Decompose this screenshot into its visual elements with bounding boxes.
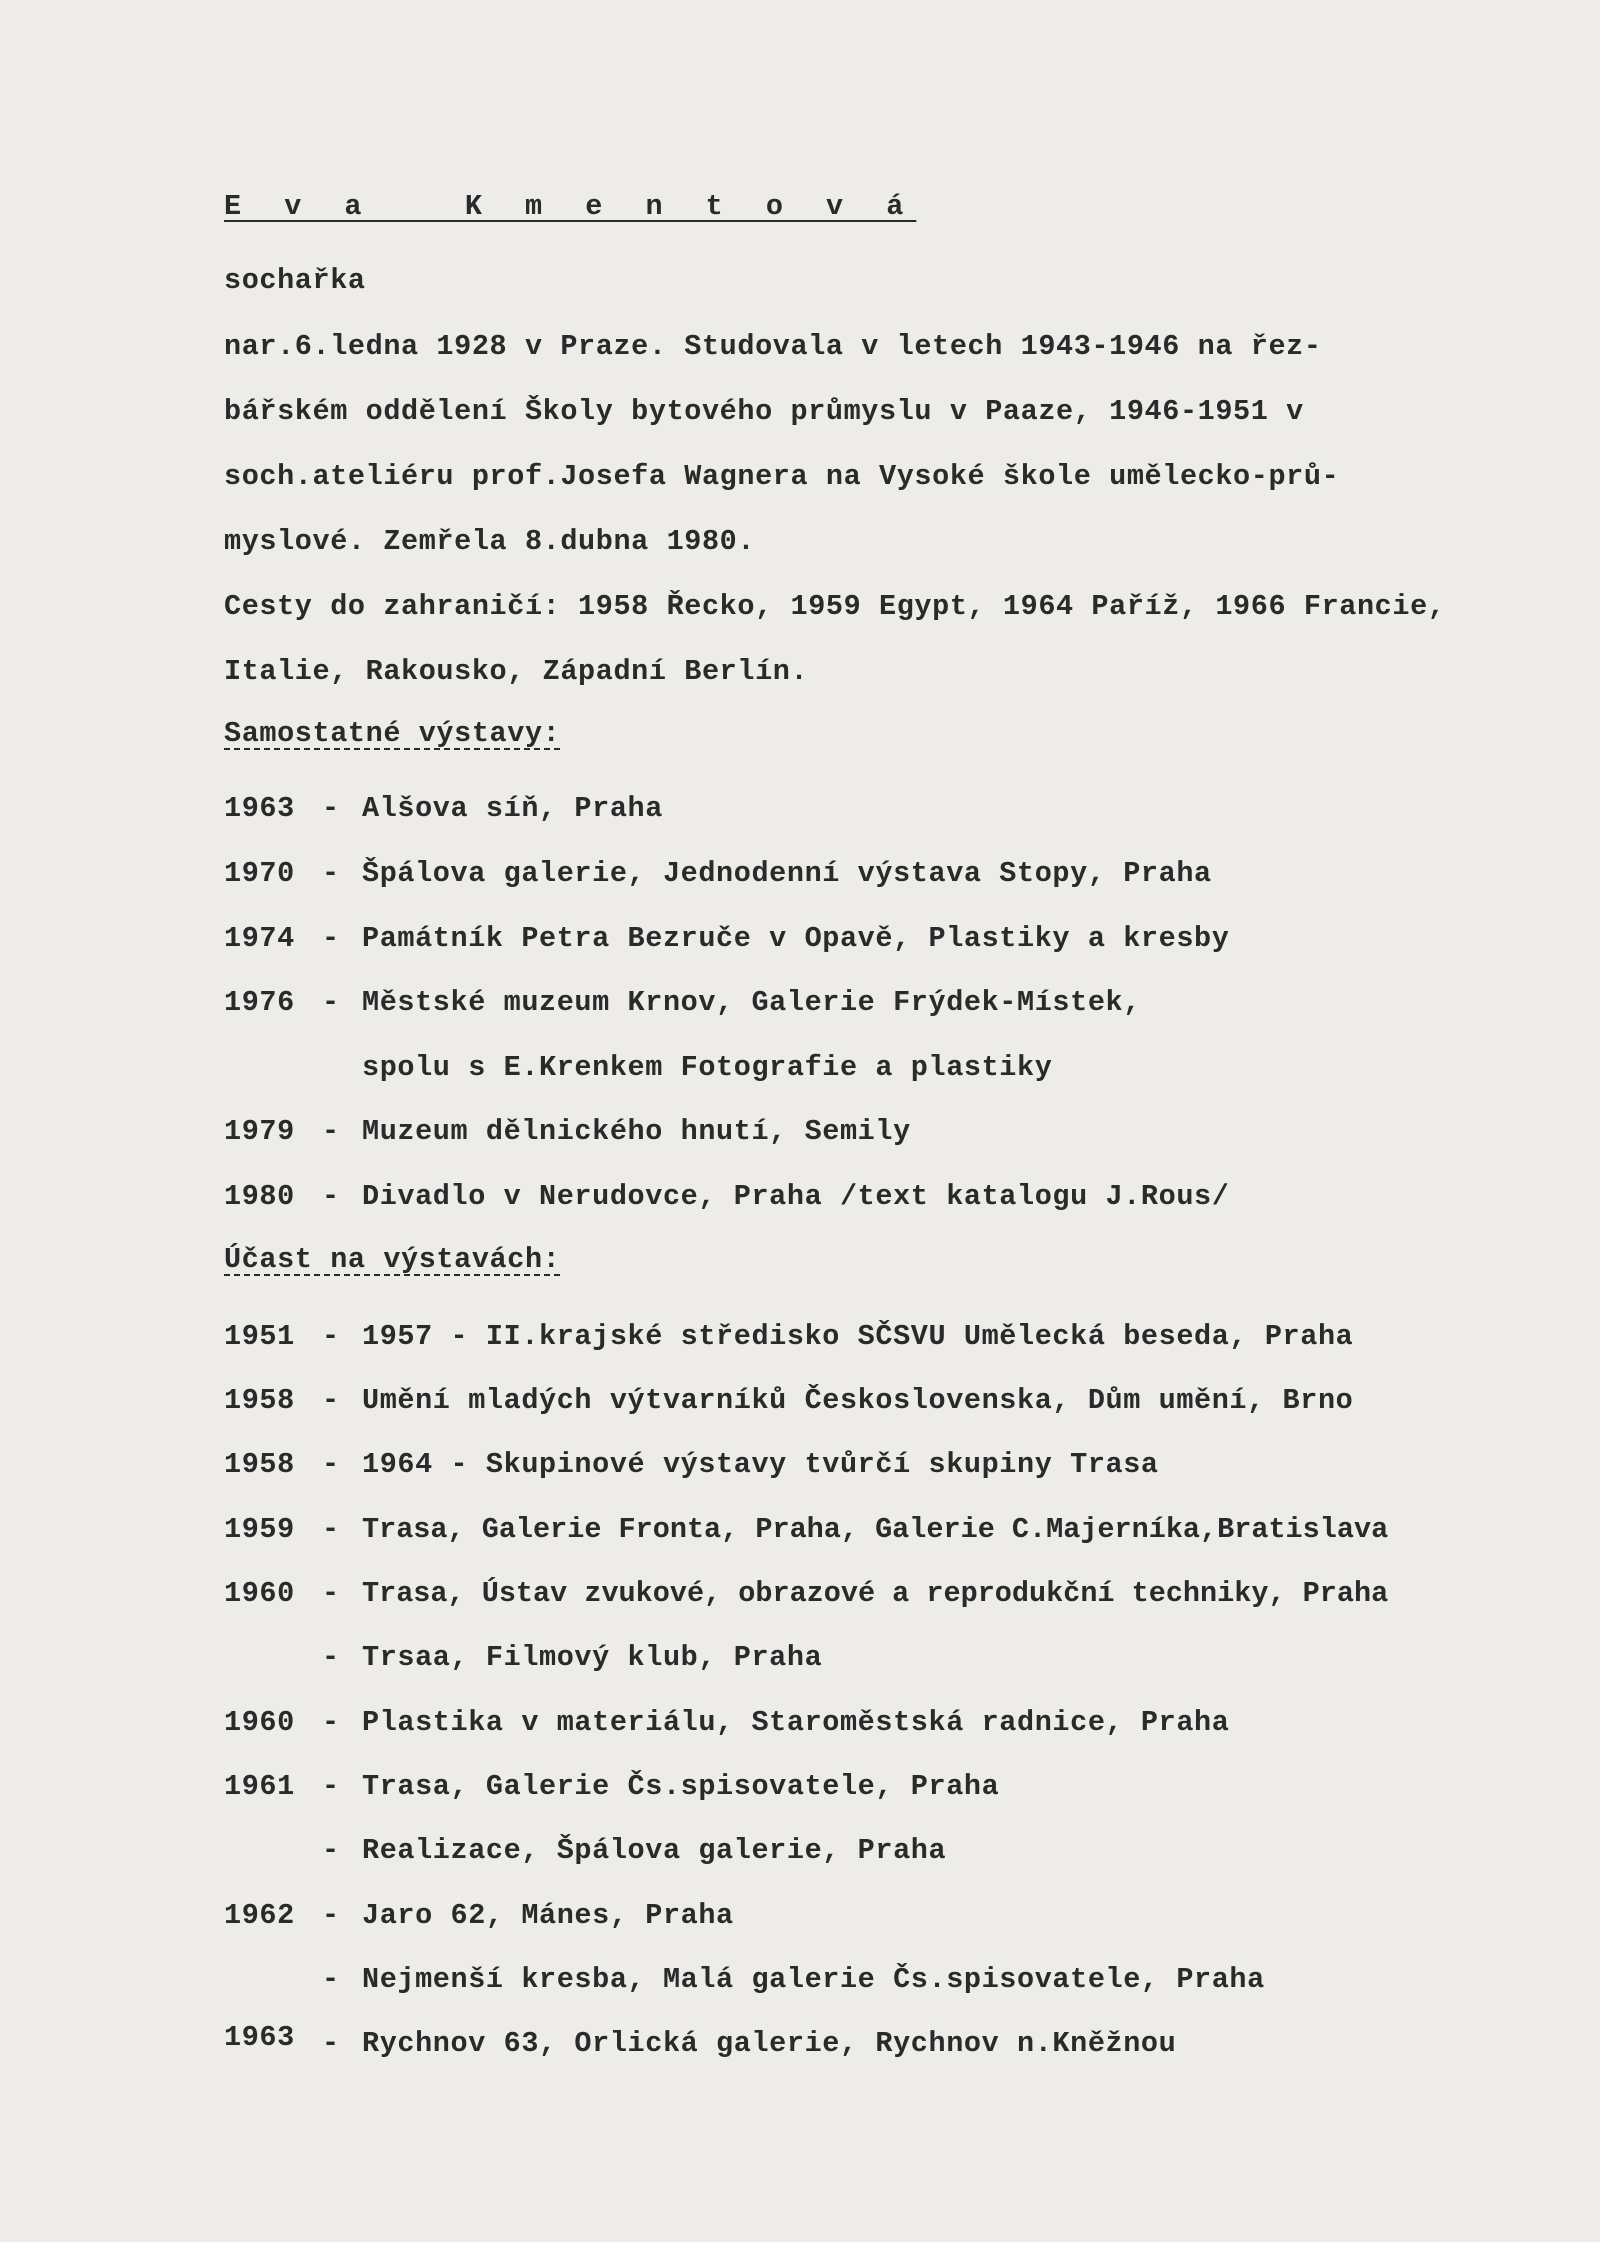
- row-text: Plastika v materiálu, Staroměstská radnice, Praha: [362, 1706, 1230, 1739]
- row-text: Městské muzeum Krnov, Galerie Frýdek-Místek,: [362, 986, 1141, 1019]
- row-text: spolu s E.Krenkem Fotografie a plastiky: [362, 1051, 1053, 1084]
- row-text: Jaro 62, Mánes, Praha: [362, 1899, 734, 1932]
- row-year: 1959: [224, 1513, 295, 1546]
- group-row: [224, 1513, 1388, 1546]
- row-year: 1970: [224, 857, 295, 890]
- group-row: [224, 1899, 734, 1932]
- group-row: [224, 1320, 1353, 1353]
- row-year: 1951: [224, 1320, 295, 1353]
- bio-line: Italie, Rakousko, Západní Berlín.: [224, 655, 809, 688]
- row-year: 1960: [224, 1577, 295, 1610]
- solo-row: [224, 922, 1229, 955]
- row-year: 1963: [224, 792, 295, 825]
- row-text: Divadlo v Nerudovce, Praha /text katalogu J.Rous/: [362, 1180, 1230, 1213]
- row-year: 1961: [224, 1770, 295, 1803]
- row-dash: -: [322, 857, 340, 890]
- group-row-continuation: [224, 1834, 946, 1867]
- bio-line: myslové. Zemřela 8.dubna 1980.: [224, 525, 756, 558]
- group-row: [224, 1448, 1159, 1481]
- row-year: 1960: [224, 1706, 295, 1739]
- row-dash: -: [322, 1448, 340, 1481]
- row-text: Trsaa, Filmový klub, Praha: [362, 1641, 823, 1674]
- bio-line: Cesty do zahraničí: 1958 Řecko, 1959 Egypt, 1964 Paříž, 1966 Francie,: [224, 590, 1446, 623]
- profession: sochařka: [224, 264, 366, 297]
- row-text: Památník Petra Bezruče v Opavě, Plastiky a kresby: [362, 922, 1230, 955]
- group-row: [224, 2021, 1177, 2060]
- row-text: Nejmenší kresba, Malá galerie Čs.spisovatele, Praha: [362, 1963, 1265, 1996]
- solo-row: [224, 986, 1141, 1019]
- row-text: Umění mladých výtvarníků Československa, Dům umění, Brno: [362, 1384, 1354, 1417]
- solo-heading: Samostatné výstavy:: [224, 717, 561, 750]
- row-year: 1976: [224, 986, 295, 1019]
- row-text: 1964 - Skupinové výstavy tvůrčí skupiny Trasa: [362, 1448, 1159, 1481]
- group-row: [224, 1706, 1229, 1739]
- group-row-continuation: [224, 1641, 822, 1674]
- row-text: Trasa, Galerie Fronta, Praha, Galerie C.Majerníka,Bratislava: [362, 1513, 1389, 1546]
- row-text: Trasa, Galerie Čs.spisovatele, Praha: [362, 1770, 1000, 1803]
- row-dash: -: [322, 2027, 340, 2060]
- row-dash: -: [322, 1706, 340, 1739]
- solo-row: [224, 792, 663, 825]
- bio-line: nar.6.ledna 1928 v Praze. Studovala v letech 1943-1946 na řez-: [224, 330, 1322, 363]
- bio-line: bářském oddělení Školy bytového průmyslu v Paaze, 1946-1951 v: [224, 395, 1304, 428]
- bio-line: soch.ateliéru prof.Josefa Wagnera na Vysoké škole umělecko-prů-: [224, 460, 1340, 493]
- solo-row: [224, 1115, 911, 1148]
- row-year: 1979: [224, 1115, 295, 1148]
- row-dash: -: [322, 1770, 340, 1803]
- group-row: [224, 1384, 1353, 1417]
- row-year: 1958: [224, 1448, 295, 1481]
- row-dash: -: [322, 986, 340, 1019]
- row-year: 1974: [224, 922, 295, 955]
- row-text: 1957 - II.krajské středisko SČSVU Umělecká beseda, Praha: [362, 1320, 1354, 1353]
- row-dash: -: [322, 1834, 340, 1867]
- row-year: 1962: [224, 1899, 295, 1932]
- row-dash: -: [322, 792, 340, 825]
- row-text: Muzeum dělnického hnutí, Semily: [362, 1115, 911, 1148]
- row-text: Rychnov 63, Orlická galerie, Rychnov n.Kněžnou: [362, 2027, 1177, 2060]
- typewritten-text: [224, 190, 1594, 2060]
- row-dash: -: [322, 1384, 340, 1417]
- row-dash: -: [322, 1180, 340, 1213]
- artist-name: E v a K m e n t o v á: [224, 190, 917, 223]
- row-dash: -: [322, 1320, 340, 1353]
- row-dash: -: [322, 1899, 340, 1932]
- group-row: [224, 1770, 999, 1803]
- row-dash: -: [322, 922, 340, 955]
- row-dash: -: [322, 1513, 340, 1546]
- row-text: Trasa, Ústav zvukové, obrazové a reprodukční techniky, Praha: [362, 1577, 1389, 1610]
- solo-row: [224, 1180, 1229, 1213]
- row-dash: -: [322, 1577, 340, 1610]
- row-dash: -: [322, 1641, 340, 1674]
- group-row: [224, 1577, 1388, 1610]
- group-heading: Účast na výstavách:: [224, 1243, 561, 1276]
- group-row-continuation: [224, 1963, 1265, 1996]
- solo-row-continuation: [224, 1051, 1052, 1084]
- solo-row: [224, 857, 1212, 890]
- row-text: Špálova galerie, Jednodenní výstava Stopy, Praha: [362, 857, 1212, 890]
- row-dash: -: [322, 1115, 340, 1148]
- row-text: Alšova síň, Praha: [362, 792, 663, 825]
- row-text: Realizace, Špálova galerie, Praha: [362, 1834, 947, 1867]
- row-year: 1963: [224, 2021, 295, 2054]
- row-year: 1980: [224, 1180, 295, 1213]
- row-dash: -: [322, 1963, 340, 1996]
- row-year: 1958: [224, 1384, 295, 1417]
